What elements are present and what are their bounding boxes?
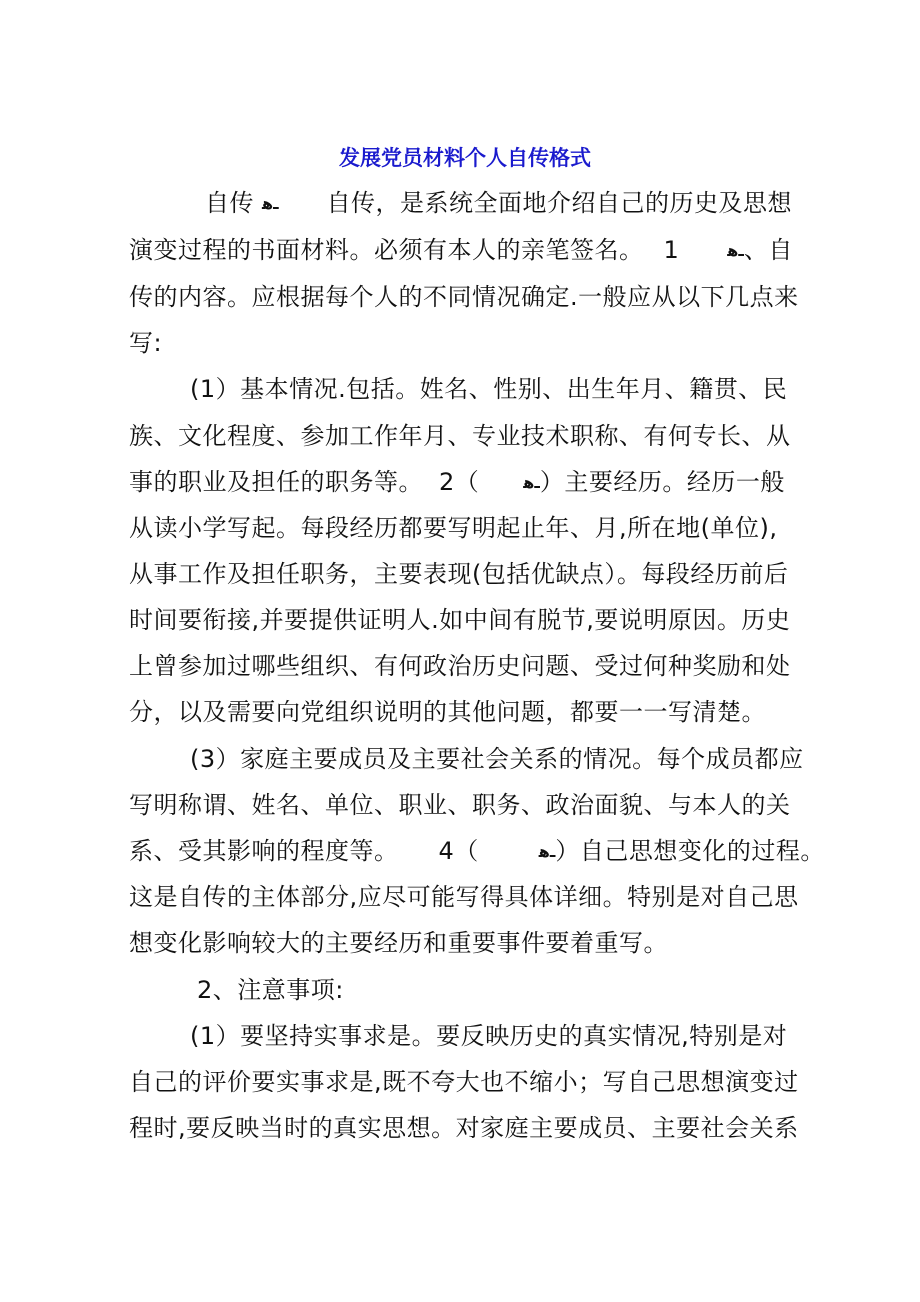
text-line [129,927,668,959]
text-line [129,558,788,590]
text-segment: (1）基本情况.包括。姓名、性别、出生年月、籍贯、民 [190,375,788,403]
text-segment: 族、文化程度、参加工作年月、专业技术职称、有何专长、从 [129,422,791,450]
text-segment: 这是自传的主体部分,应尽可能写得具体详细。特别是对自己思 [129,883,799,911]
text-line [190,1020,787,1052]
text-segment: ）自己思想变化的过程。 [555,837,825,865]
text-segment: 1 [663,236,680,264]
text-segment: 自传，是系统全面地介绍自己的历史及思想 [326,189,793,217]
text-segment: 2、注意事项: [197,976,344,1004]
text-line [129,234,793,267]
text-line [129,466,785,499]
text-line [129,1112,799,1144]
text-line [129,512,777,544]
text-segment: 分，以及需要向党组织说明的其他问题，都要一一写清楚。 [129,698,766,726]
text-segment: 自传 [205,189,254,217]
artifact-glyph: ـﻫ [538,842,556,861]
text-segment: 2（ [439,468,480,496]
text-line [129,789,791,821]
text-line [190,373,787,405]
text-segment: 传的内容。应根据每个人的不同情况确定.一般应从以下几点来 [129,283,799,311]
text-line [129,420,791,452]
text-line [129,696,766,728]
text-line [190,743,804,775]
text-segment: 写: [129,329,163,357]
text-line [129,881,799,913]
text-segment: 上曾参加过哪些组织、有何政治历史问题、受过何种奖励和处 [129,652,791,680]
text-line [129,650,791,682]
text-line [129,327,162,359]
text-line [129,1066,799,1098]
text-segment: 写明称谓、姓名、单位、职业、职务、政治面貌、与本人的关 [129,791,791,819]
text-segment: 自己的评价要实事求是,既不夸大也不缩小；写自己思想演变过 [129,1068,799,1096]
text-segment: 从读小学写起。每段经历都要写明起止年、月,所在地(单位), [129,514,778,542]
artifact-glyph: ـﻫ [727,241,744,260]
text-line [205,187,792,220]
text-line [197,974,344,1006]
text-line [129,281,799,313]
text-segment: 程时,要反映当时的真实思想。对家庭主要成员、主要社会关系 [129,1114,799,1142]
artifact-glyph: ـﻫ [262,194,279,213]
text-segment: 、自 [743,236,793,264]
text-line [129,604,790,636]
artifact-glyph: ـﻫ [523,473,540,492]
text-segment: 系、受其影响的程度等。 [129,837,399,865]
text-segment: 从事工作及担任职务，主要表现(包括优缺点）。每段经历前后 [129,560,789,588]
text-segment: 4（ [438,837,479,865]
text-segment: 想变化影响较大的主要经历和重要事件要着重写。 [129,929,668,957]
text-segment: 时间要衔接,并要提供证明人.如中间有脱节,要说明原因。历史 [129,606,791,634]
text-segment: ）主要经历。经历一般 [539,468,785,496]
text-line [129,835,825,868]
text-segment: 演变过程的书面材料。必须有本人的亲笔签名。 [129,236,644,264]
text-segment: (3）家庭主要成员及主要社会关系的情况。每个成员都应 [190,745,804,773]
text-segment: (1）要坚持实事求是。要反映历史的真实情况,特别是对 [190,1022,788,1050]
text-segment: 事的职业及担任的职务等。 [129,468,423,496]
document-title: 发展党员材料个人自传格式 [339,146,591,170]
